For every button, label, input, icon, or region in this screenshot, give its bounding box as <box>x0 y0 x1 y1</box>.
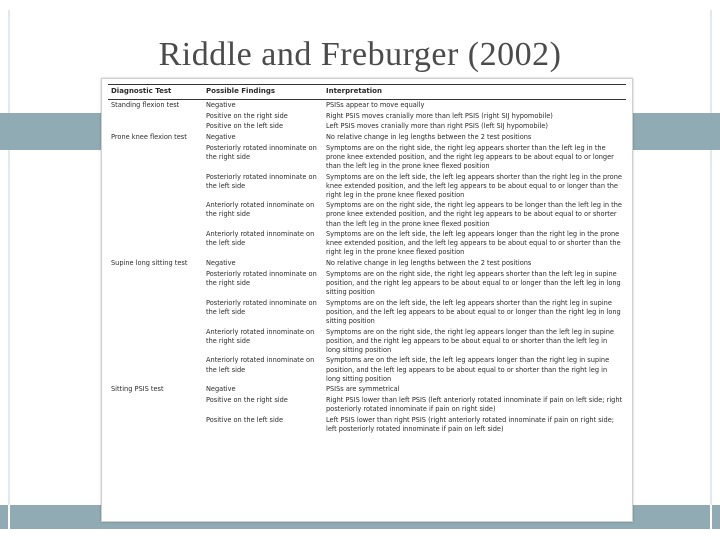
finding-cell: Negative <box>206 132 236 141</box>
finding-cell: Anteriorly rotated innominate on the left side <box>206 230 315 248</box>
finding-cell: Positive on the left side <box>206 415 284 424</box>
table-row <box>108 258 626 269</box>
finding-cell: Negative <box>206 100 236 109</box>
interpretation-cell: No relative change in leg lengths between the 2 test positions <box>326 259 532 268</box>
table-row <box>108 385 626 396</box>
header-possible-findings: Possible Findings <box>203 85 323 100</box>
findings-table <box>108 84 626 435</box>
interpretation-cell: PSISs appear to move equally <box>326 100 425 109</box>
interpretation-cell: PSISs are symmetrical <box>326 385 400 394</box>
table-header-row <box>108 85 626 100</box>
diagnostic-test-cell <box>108 356 203 385</box>
slide-title: Riddle and Freburger (2002) <box>158 36 562 73</box>
interpretation-cell: Symptoms are on the left side, the left leg appears longer than the right leg in the prone knee extended position, and the left leg appears to be about equal to or shorter than the right leg in the prone knee flexed position <box>326 230 621 257</box>
interpretation-cell: Right PSIS moves cranially more than left PSIS (right SIJ hypomobile) <box>326 111 553 120</box>
finding-cell: Positive on the right side <box>206 396 288 405</box>
table-row <box>108 201 626 230</box>
interpretation-cell: Left PSIS moves cranially more than right PSIS (left SIJ hypomobile) <box>326 122 548 131</box>
interpretation-cell: Symptoms are on the right side, the right leg appears to be longer than the left leg in the prone knee extended position, and the right leg appears to be about equal to or shorter than the left leg in the prone knee flexed position <box>326 201 622 228</box>
finding-cell: Posteriorly rotated innominate on the left side <box>206 172 317 190</box>
diagnostic-test-cell <box>108 172 203 201</box>
header-diagnostic-test: Diagnostic Test <box>108 85 203 100</box>
finding-cell: Anteriorly rotated innominate on the right side <box>206 201 315 219</box>
table-row <box>108 121 626 132</box>
interpretation-cell: Symptoms are on the left side, the left leg appears shorter than the right leg in supine position, and the left leg appears to be about equal to or longer than the right leg in long sitting position <box>326 298 621 325</box>
finding-cell: Posteriorly rotated innominate on the right side <box>206 269 317 287</box>
diagnostic-test-cell <box>108 111 203 122</box>
interpretation-cell: Right PSIS lower than left PSIS (left anteriorly rotated innominate if pain on left side; right posteriorly rotated innominate if pain on right side) <box>326 396 623 414</box>
diagnostic-test-cell <box>108 201 203 230</box>
slide-frame-left <box>8 10 10 515</box>
diagnostic-test-cell: Supine long sitting test <box>111 259 188 268</box>
diagnostic-test-cell: Prone knee flexion test <box>111 132 187 141</box>
diagnostic-test-cell <box>108 395 203 415</box>
finding-cell: Posteriorly rotated innominate on the left side <box>206 298 317 316</box>
interpretation-cell: Symptoms are on the left side, the left leg appears shorter than the right leg in the prone knee extended position, and the left leg appears to be about equal to or longer than the right leg in the prone knee flexed position <box>326 172 622 199</box>
diagnostic-test-cell <box>108 298 203 327</box>
diagnostic-test-cell <box>108 121 203 132</box>
table-row <box>108 415 626 435</box>
table-row <box>108 229 626 258</box>
interpretation-cell: Symptoms are on the right side, the right leg appears shorter than the left leg in the prone knee extended position, and the right leg appears to be about equal to or longer than the left leg in the prone knee flexed position <box>326 143 614 170</box>
diagnostic-test-cell <box>108 327 203 356</box>
finding-cell: Anteriorly rotated innominate on the left side <box>206 356 315 374</box>
table-row <box>108 111 626 122</box>
finding-cell: Positive on the right side <box>206 111 288 120</box>
finding-cell: Posteriorly rotated innominate on the right side <box>206 143 317 161</box>
table-row <box>108 298 626 327</box>
diagnostic-test-cell <box>108 229 203 258</box>
table-row <box>108 327 626 356</box>
table-image <box>101 78 633 522</box>
table-row <box>108 172 626 201</box>
table-row <box>108 143 626 172</box>
diagnostic-test-cell: Sitting PSIS test <box>111 385 164 394</box>
diagnostic-test-cell <box>108 269 203 298</box>
table-row <box>108 269 626 298</box>
interpretation-cell: Symptoms are on the right side, the right leg appears longer than the left leg in supine position, and the right leg appears to be about equal to or shorter than the left leg in long sitting position <box>326 327 614 354</box>
header-interpretation: Interpretation <box>323 85 626 100</box>
finding-cell: Positive on the left side <box>206 122 284 131</box>
diagnostic-test-cell <box>108 415 203 435</box>
interpretation-cell: No relative change in leg lengths between the 2 test positions <box>326 132 532 141</box>
finding-cell: Negative <box>206 259 236 268</box>
finding-cell: Anteriorly rotated innominate on the right side <box>206 327 315 345</box>
table-row <box>108 132 626 143</box>
finding-cell: Negative <box>206 385 236 394</box>
diagnostic-test-cell: Standing flexion test <box>111 100 180 109</box>
interpretation-cell: Symptoms are on the left side, the left leg appears longer than the right leg in supine position, and the left leg appears to be about equal to or shorter than the right leg in long sitting position <box>326 356 610 383</box>
diagnostic-test-cell <box>108 143 203 172</box>
interpretation-cell: Left PSIS lower than right PSIS (right anteriorly rotated innominate if pain on right side; left posteriorly rotated innominate if pain on left side) <box>326 415 615 433</box>
table-row <box>108 395 626 415</box>
interpretation-cell: Symptoms are on the right side, the right leg appears shorter than the left leg in supine position, and the right leg appears to be about equal to or longer than the left leg in long sitting position <box>326 269 621 297</box>
table-row <box>108 100 626 111</box>
slide-frame-right <box>710 10 712 515</box>
table-row <box>108 356 626 385</box>
